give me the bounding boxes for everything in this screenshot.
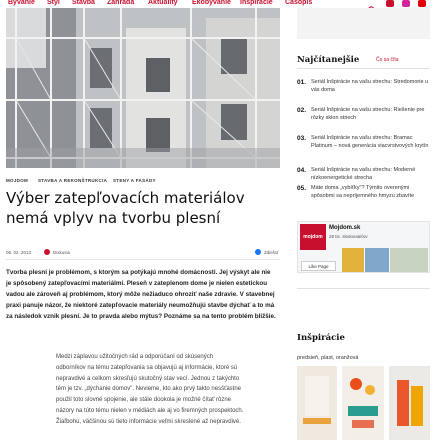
inspiration-tags: predsieň, plast, oranžová [297, 355, 359, 361]
divider [297, 288, 430, 289]
nav-item-ekobyvanie[interactable]: Ekobývanie [192, 0, 231, 6]
article-title: Výber zatepľovacích materiálov nemá vplyv na tvorbu plesní [6, 189, 245, 227]
category-steny[interactable]: STENY A FASÁDY [113, 178, 156, 183]
divider [297, 68, 430, 69]
like-page-button[interactable]: Like Page [301, 261, 336, 271]
instagram-icon[interactable] [402, 0, 410, 7]
popular-item-number: 03. [297, 135, 307, 142]
nav-item-casopis[interactable]: Časopis [285, 0, 313, 6]
nav-item-inspiracie[interactable]: Inšpirácie [240, 0, 273, 6]
comments-link[interactable]: Diskusia [53, 250, 71, 255]
mojdom-logo: mojdom [300, 224, 326, 250]
ad-banner[interactable] [297, 8, 430, 39]
nav-item-styl[interactable]: Štýl [47, 0, 60, 6]
cover-image [365, 248, 389, 272]
inspiration-thumbnail[interactable] [389, 366, 430, 440]
popular-item-number: 04. [297, 167, 307, 174]
divider [6, 259, 280, 260]
popular-item-title[interactable]: Seriál Inšpirácie na vašu strechu: Moderné nízkoenergetické strecha [311, 167, 416, 181]
article-categories [6, 178, 280, 186]
top-navigation [0, 0, 440, 8]
youtube-icon[interactable] [418, 0, 426, 7]
source-label[interactable]: MOJDOM [6, 178, 29, 183]
popular-item-number: 02. [297, 107, 307, 114]
comments-icon[interactable] [44, 249, 50, 255]
popular-section-title: Najčítanejšie [297, 55, 360, 65]
popular-item-title[interactable]: Seriál Inšpirácie na vašu strechu: Bramac Platinum – nová generácia viacvrstvových krytín [311, 135, 429, 149]
facebook-page-name[interactable]: Mojdom.sk [329, 225, 361, 231]
nav-item-aktuality[interactable]: Aktuality [148, 0, 178, 6]
category-stavba[interactable]: STAVBA A REKONŠTRUKCIA [38, 178, 108, 183]
facebook-share-icon[interactable] [255, 249, 261, 255]
nav-item-byvanie[interactable]: Bývanie [8, 0, 35, 6]
inspiration-thumbnail[interactable] [342, 366, 384, 440]
facebook-page-widget[interactable] [297, 221, 430, 273]
popular-item-title[interactable]: Seriál Inšpirácie na vašu strechu: Stredomorie u vás doma [311, 79, 429, 93]
facebook-followers: 28 tis. sledovateľov [329, 234, 368, 239]
popular-item-number: 05. [297, 185, 307, 192]
popular-item-number: 01. [297, 79, 307, 86]
search-icon[interactable] [368, 0, 376, 7]
cover-image [390, 248, 428, 272]
inspiration-thumbnail[interactable] [297, 366, 337, 440]
article-hero-image [6, 8, 280, 168]
popular-item-title[interactable]: Seriál Inšpirácie na vašu strechu: Riešenie pre rôzky sklon striech [311, 107, 425, 121]
nav-item-stavba[interactable]: Stavba [72, 0, 95, 6]
article-body: Medzi záplavou užitočných rád a odporúčaní od skúsených odborníkov na tému zatepľovania sa objavujú aj informácie, ktoré sú nepravdivé a celkom skresľujú skutočný stav vecí. Jednou z takýchto tém je tzv. „dýchanie domov". Nevieme, kto ako prvý takto nesšťastne použil toto slovné spojenie, ale stále dookola je možné čítať rôzne názory na túto tému nielen v médiách ale aj vo firemných prospektoch. Žiaľbohu, väčšinou sú tieto informácie veľmi skreslené až nepravdivé. [56, 354, 244, 425]
facebook-icon[interactable] [386, 0, 394, 7]
nav-item-zahrada[interactable]: Záhrada [107, 0, 135, 6]
cover-image [342, 248, 364, 272]
popular-item-title[interactable]: Máte doma „vybíťky"? Týmito overenými spôsobmi sa nepríjemného hmyzu zbavíte [311, 185, 415, 199]
share-link[interactable]: Zdieľať [264, 250, 279, 255]
popular-more-link[interactable]: Čo sa číta [376, 57, 399, 63]
article-date: 06. 02. 2013 [6, 250, 32, 255]
inspiration-section-title: Inšpirácie [297, 333, 345, 343]
article-lead: Tvorba plesní je problémom, s ktorým sa potýkajú mnohé domácnosti. Jej výskyt ale nie je spôsobený zatepľovacími materiálmi. Pleseň v zateplenom dome je nielen estetickou vadou ale zároveň aj problémom, ktorý môže nežiaduco ohroziť naše zdravie. V stavebnej praxi panuje názor, že niektoré zatepľovacie materiály neumožňujú stavbe dýchať a to má za následok vznik plesní. Je to pravda alebo mýtus? Poznáme sa na tento problém bližšie. [6, 269, 276, 320]
article-meta [6, 248, 280, 258]
